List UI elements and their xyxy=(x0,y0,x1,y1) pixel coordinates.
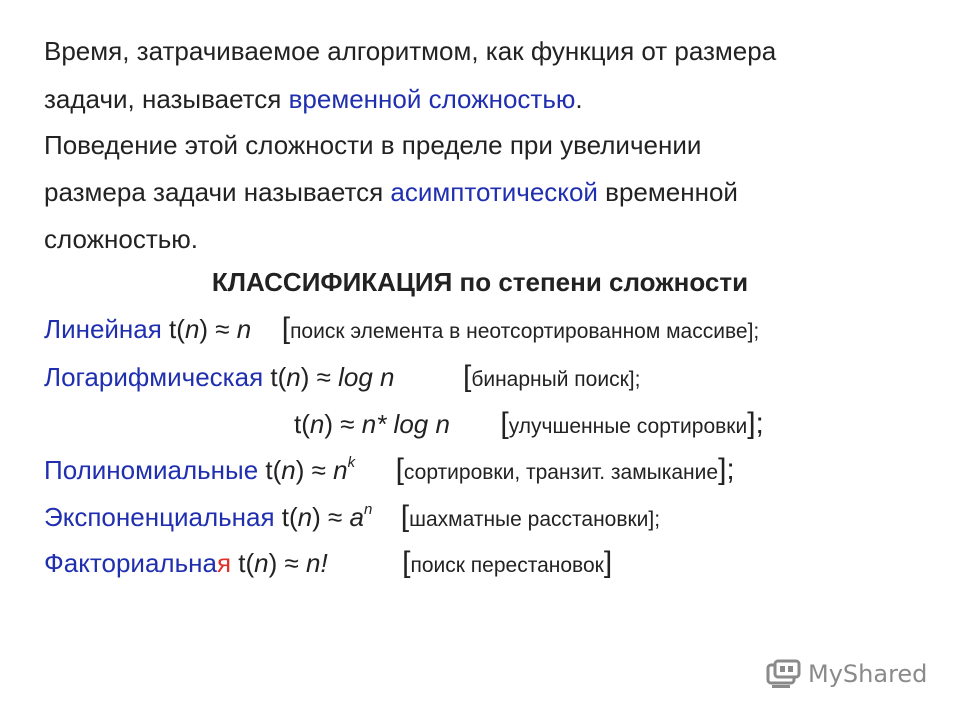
heading-bold: КЛАССИФИКАЦИЯ xyxy=(211,267,453,297)
formula-prefix: t( xyxy=(263,362,287,392)
classification-heading xyxy=(0,267,960,297)
class-linear-name: Линейная xyxy=(44,314,162,344)
class-log xyxy=(44,362,640,395)
heading-rest: по степени сложности xyxy=(452,267,749,297)
class-log-note: бинарный поиск xyxy=(471,368,629,391)
para2-line3 xyxy=(44,224,198,254)
bracket-open: [ xyxy=(500,407,509,440)
formula-prefix: t( xyxy=(294,409,310,439)
formula-prefix: t( xyxy=(231,548,255,578)
bracket-open: [ xyxy=(400,500,410,533)
formula-rhs: a xyxy=(349,502,364,532)
class-nlog-note: улучшенные сортировки xyxy=(508,415,748,438)
formula-approx: ) ≈ xyxy=(295,455,334,485)
class-linear-note: поиск элемента в неотсортированном массиве xyxy=(290,320,748,343)
formula-prefix: t( xyxy=(274,502,298,532)
formula-var: n xyxy=(184,314,200,344)
bracket-close: ]; xyxy=(648,508,661,531)
class-fact-note: поиск перестановок xyxy=(410,554,604,577)
class-exp xyxy=(44,502,660,535)
bracket-open: [ xyxy=(395,453,404,486)
class-poly-note: сортировки, транзит. замыкание xyxy=(403,461,719,484)
bracket-close: ]; xyxy=(628,368,641,391)
class-fact xyxy=(44,548,612,581)
para1-line2-text: задачи, называется xyxy=(44,84,289,114)
formula-exponent: k xyxy=(347,454,356,472)
formula-approx: ) ≈ xyxy=(199,314,237,344)
class-poly-name: Полиномиальные xyxy=(44,455,259,485)
myshared-logo-icon xyxy=(766,659,802,689)
class-exp-note: шахматные расстановки xyxy=(409,508,649,531)
bracket-open: [ xyxy=(281,312,291,345)
formula-approx: ) ≈ xyxy=(312,502,350,532)
formula-prefix: t( xyxy=(258,455,282,485)
class-nlog xyxy=(294,409,764,442)
class-exp-name: Экспоненциальная xyxy=(44,502,275,532)
class-fact-name-last-letter: я xyxy=(216,548,232,578)
formula-var: n xyxy=(254,548,269,578)
watermark-text: MyShared xyxy=(808,660,928,688)
term-asymptotic: асимптотической xyxy=(390,177,598,207)
formula-var: n xyxy=(286,362,301,392)
term-time-complexity: временной сложностью xyxy=(288,84,576,114)
formula-rhs: log n xyxy=(338,362,395,392)
para1-line2 xyxy=(44,84,583,114)
para1-line1 xyxy=(44,36,776,66)
formula-rhs: n* log n xyxy=(361,409,450,439)
para1-line1-text: Время, затрачиваемое алгоритмом, как функция от размера xyxy=(44,36,777,66)
class-linear xyxy=(44,314,759,347)
bracket-open: [ xyxy=(402,546,411,579)
bracket-close: ] xyxy=(603,546,613,579)
formula-approx: ) ≈ xyxy=(268,548,306,578)
formula-rhs: n! xyxy=(306,548,328,578)
formula-var: n xyxy=(297,502,313,532)
class-log-name: Логарифмическая xyxy=(44,362,264,392)
bracket-close: ]; xyxy=(718,453,735,486)
para2-line3-text: сложностью. xyxy=(44,224,199,254)
para1-period: . xyxy=(575,84,583,114)
para2-line2 xyxy=(44,177,738,207)
formula-var: n xyxy=(281,455,296,485)
formula-approx: ) ≈ xyxy=(300,362,339,392)
myshared-watermark[interactable] xyxy=(766,656,927,692)
para2-line1 xyxy=(44,130,701,160)
formula-exponent: n xyxy=(363,501,373,519)
formula-prefix: t( xyxy=(161,314,185,344)
formula-rhs: n xyxy=(333,455,348,485)
bracket-close: ]; xyxy=(747,407,764,440)
para2-line2-text: размера задачи называется xyxy=(44,177,391,207)
bracket-close: ]; xyxy=(747,320,760,343)
class-poly xyxy=(44,455,735,488)
formula-rhs: n xyxy=(236,314,252,344)
formula-approx: ) ≈ xyxy=(324,409,362,439)
class-fact-name: Факториальна xyxy=(44,548,217,578)
para2-line2-end: временной xyxy=(597,177,738,207)
bracket-open: [ xyxy=(462,360,472,393)
para2-line1-text: Поведение этой сложности в пределе при увеличении xyxy=(44,130,702,160)
formula-var: n xyxy=(309,409,325,439)
